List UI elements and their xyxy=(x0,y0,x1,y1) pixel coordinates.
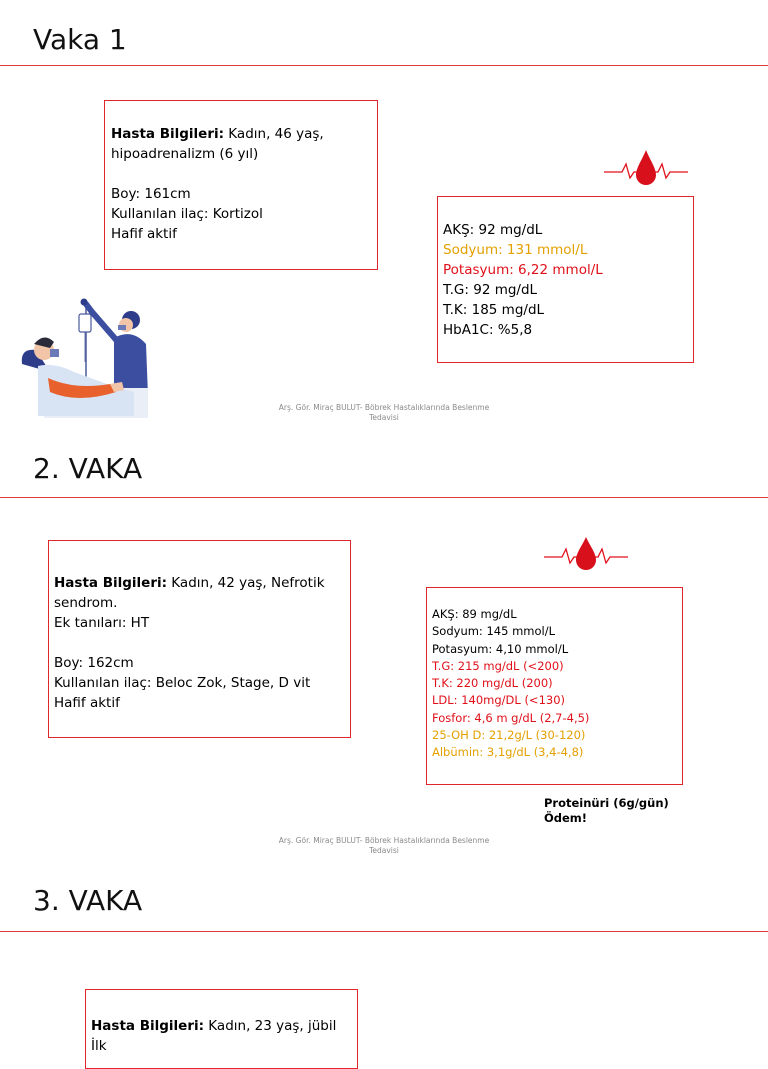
patient-info-text xyxy=(54,573,346,713)
lab-result: Albümin: 3,1g/dL (3,4-4,8) xyxy=(432,745,584,760)
patient-info-text xyxy=(111,124,373,244)
lab-result: T.G: 215 mg/dL (<200) xyxy=(432,658,564,673)
lab-result: HbA1C: %5,8 xyxy=(443,322,533,338)
patient-summary-line xyxy=(54,573,346,593)
clinical-note: Proteinüri (6g/gün) xyxy=(544,796,669,810)
slide-footer xyxy=(0,836,768,856)
footer-line: Tedavisi xyxy=(369,413,399,422)
patient-line: Boy: 161cm xyxy=(111,186,191,202)
patient-info-label: Hasta Bilgileri: xyxy=(91,1018,205,1034)
lab-results-list xyxy=(443,220,688,340)
footer-line: Arş. Gör. Miraç BULUT- Böbrek Hastalıklarında Beslenme xyxy=(278,403,490,412)
patient-line: hipoadrenalizm (6 yıl) xyxy=(111,146,259,162)
patient-line: Ek tanıları: HT xyxy=(54,615,150,631)
lab-result: AKŞ: 89 mg/dL xyxy=(432,607,517,621)
patient-line-spacer xyxy=(111,164,373,184)
patient-line: Kullanılan ilaç: Kortizol xyxy=(111,206,263,222)
patient-info-label: Hasta Bilgileri: xyxy=(111,126,225,142)
lab-result: Potasyum: 6,22 mmol/L xyxy=(443,262,603,278)
patient-line: Kullanılan ilaç: Beloc Zok, Stage, D vit xyxy=(54,675,311,691)
slide-1 xyxy=(0,0,768,435)
patient-line-spacer xyxy=(54,633,346,653)
slide-title: 2. VAKA xyxy=(33,452,143,485)
patient-line: Hafif aktif xyxy=(54,695,120,711)
title-divider xyxy=(0,931,768,932)
lab-result: Sodyum: 131 mmol/L xyxy=(443,242,588,258)
lab-result: 25-OH D: 21,2g/L (30-120) xyxy=(432,728,586,743)
blood-drop-heartbeat-icon xyxy=(604,148,688,188)
clinical-note: Ödem! xyxy=(544,811,588,825)
lab-result: T.G: 92 mg/dL xyxy=(443,282,538,298)
slide-title: Vaka 1 xyxy=(33,23,127,56)
blood-drop-heartbeat-icon xyxy=(544,535,628,575)
patient-summary-line xyxy=(91,1016,353,1056)
slide-2 xyxy=(0,435,768,870)
slide-3 xyxy=(0,870,768,1054)
lab-result: T.K: 185 mg/dL xyxy=(443,302,545,318)
footer-line: Arş. Gör. Miraç BULUT- Böbrek Hastalıklarında Beslenme xyxy=(278,836,490,845)
clinical-notes xyxy=(544,796,669,826)
slide-footer xyxy=(0,403,768,423)
patient-line: Hafif aktif xyxy=(111,226,177,242)
patient-summary: Kadın, 42 yaş, Nefrotik xyxy=(167,575,325,591)
title-divider xyxy=(0,65,768,66)
title-divider xyxy=(0,497,768,498)
patient-summary: Kadın, 23 yaş, jübil İlk xyxy=(91,1018,337,1054)
footer-line: Tedavisi xyxy=(369,846,399,855)
patient-summary: Kadın, 46 yaş, xyxy=(224,126,324,142)
lab-result: LDL: 140mg/DL (<130) xyxy=(432,693,566,708)
lab-result: Fosfor: 4,6 m g/dL (2,7-4,5) xyxy=(432,710,590,725)
slide-title: 3. VAKA xyxy=(33,884,143,917)
patient-info-label: Hasta Bilgileri: xyxy=(54,575,168,591)
patient-info-text xyxy=(91,1016,353,1056)
lab-result: Sodyum: 145 mmol/L xyxy=(432,624,555,639)
lab-result: T.K: 220 mg/dL (200) xyxy=(432,676,553,691)
patient-line: Boy: 162cm xyxy=(54,655,134,671)
patient-summary-line xyxy=(111,124,373,144)
patient-line: sendrom. xyxy=(54,595,118,611)
lab-result: Potasyum: 4,10 mmol/L xyxy=(432,641,569,656)
lab-result: AKŞ: 92 mg/dL xyxy=(443,222,543,238)
lab-results-list xyxy=(432,606,677,762)
